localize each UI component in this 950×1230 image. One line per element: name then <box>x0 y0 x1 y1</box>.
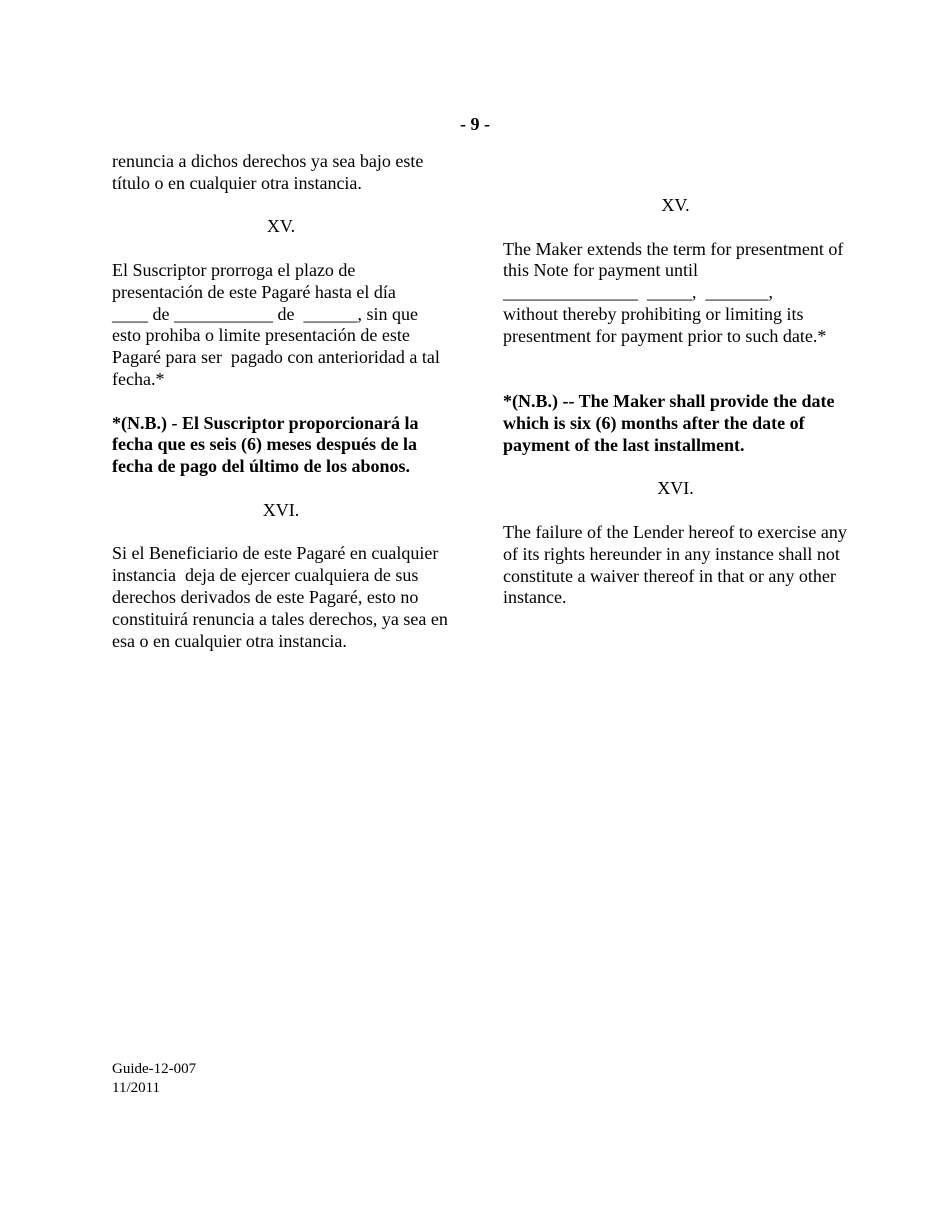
spanish-section-xv-heading: XV. <box>266 216 296 237</box>
footer-date: 11/2011 <box>112 1080 161 1096</box>
english-column <box>503 195 852 609</box>
spanish-section-xvi-heading: XVI. <box>262 499 300 520</box>
english-section-xv-heading: XV. <box>661 195 690 215</box>
spanish-note: *(N.B.) - El Suscriptor proporcionará la fecha que es seis (6) meses después de la fecha de pago del último de los abonos. <box>112 412 424 477</box>
english-section-xvi-body: The failure of the Lender hereof to exercise any of its rights hereunder in any instance shall not constitute a waiver thereof in that or any other instance. <box>503 521 852 608</box>
footer <box>112 1060 196 1098</box>
english-section-xvi-heading: XVI. <box>657 478 694 499</box>
english-section-xv-body: The Maker extends the term for presentment of this Note for payment until _______________ _____, _______, without thereby prohibiting or limiting its presentment for payment prior to such date.* <box>503 238 844 346</box>
spanish-column <box>112 151 453 652</box>
footer-doc-id: Guide-12-007 <box>112 1061 197 1077</box>
page-number: - 9 - <box>460 114 490 134</box>
spanish-section-xv-body: El Suscriptor prorroga el plazo de presentación de este Pagaré hasta el día ____ de ___________ de ______, sin que esto prohiba o limite presentación de este Pagaré para ser pagado con anterioridad a tal fecha.* <box>112 259 440 389</box>
spanish-continuation-text: renuncia a dichos derechos ya sea bajo este título o en cualquier otra instancia. <box>112 151 428 193</box>
spanish-section-xvi-body: Si el Beneficiario de este Pagaré en cualquier instancia deja de ejercer cualquiera de sus derechos derivados de este Pagaré, esto no constituirá renuncia a tales derechos, ya sea en esa o en cualquier otra instancia. <box>112 543 453 651</box>
english-note: *(N.B.) -- The Maker shall provide the date which is six (6) months after the date of payment of the last installment. <box>503 391 839 455</box>
